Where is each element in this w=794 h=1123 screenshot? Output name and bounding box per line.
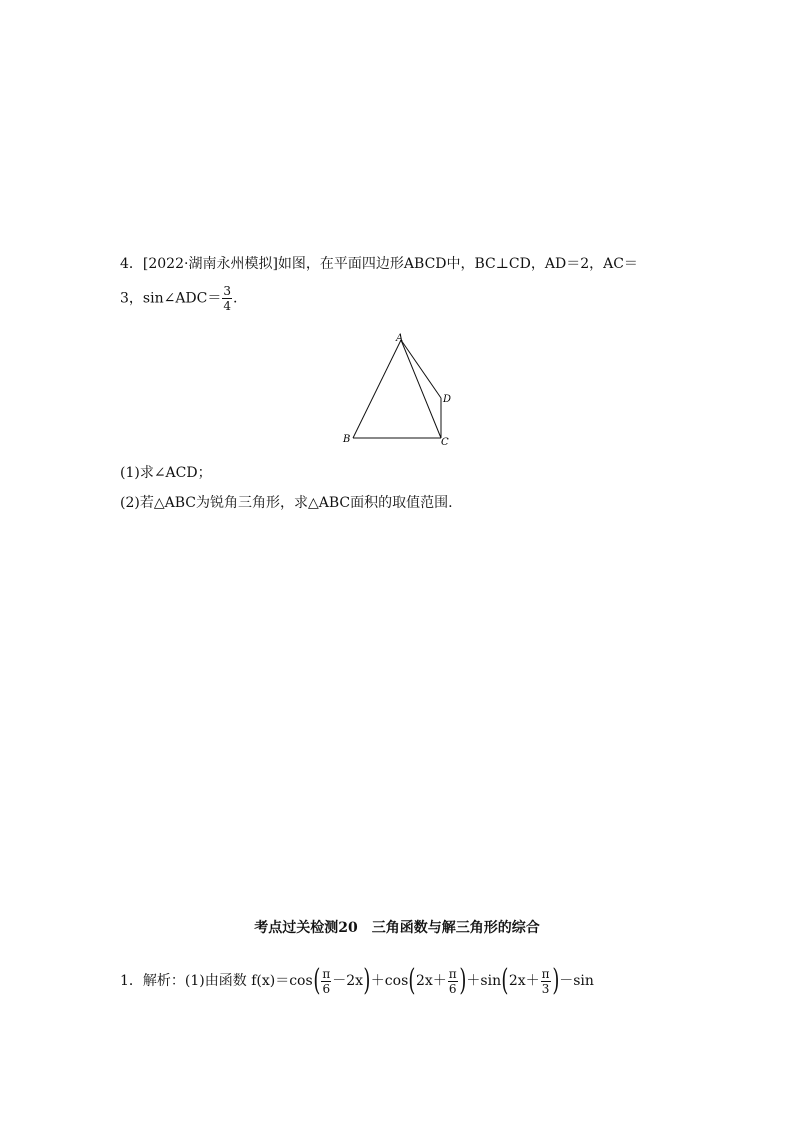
fraction-pi-over-6-b: $\frac{\pi}{6}$ [448,966,457,996]
vertex-label-b: B [343,434,351,445]
problem-4-question-1: (1)求∠ACD； [120,465,212,481]
solution-prefix: 1．解析：(1)由函数 f(x)＝cos [120,973,313,989]
vertex-label-d: D [443,394,452,405]
fraction-pi-over-3: $\frac{\pi}{3}$ [541,966,550,996]
problem-4-line-1: 4．[2022·湖南永州模拟]如图，在平面四边形ABCD中，BC⊥CD，AD＝2，AC＝ [120,256,638,272]
fraction-pi-over-6-a: $\frac{\pi}{6}$ [322,966,331,996]
edge-ab [353,340,401,438]
sin-adc-prefix: 3，sin∠ADC＝ [120,290,222,307]
problem-4-line-2: 3，sin∠ADC＝ $\frac{3}{4}$ . [120,284,238,313]
vertex-label-c: C [441,437,449,448]
section-title: 考点过关检测20 三角函数与解三角形的综合 [254,920,540,936]
solution-1-line: 1．解析：(1)由函数 f(x)＝cos( $\frac{\pi}{6}$ －2x)＋cos(2x＋ $\frac{\pi}{6}$ )＋sin(2x＋ $\frac{\pi}{3}$ )－sin [120,963,594,998]
vertex-label-a: A [396,333,404,344]
problem-4-question-2: (2)若△ABC为锐角三角形，求△ABC面积的取值范围. [120,495,453,511]
fraction-three-quarters: $\frac{3}{4}$ [223,284,232,313]
quadrilateral-abcd-figure [335,328,460,450]
